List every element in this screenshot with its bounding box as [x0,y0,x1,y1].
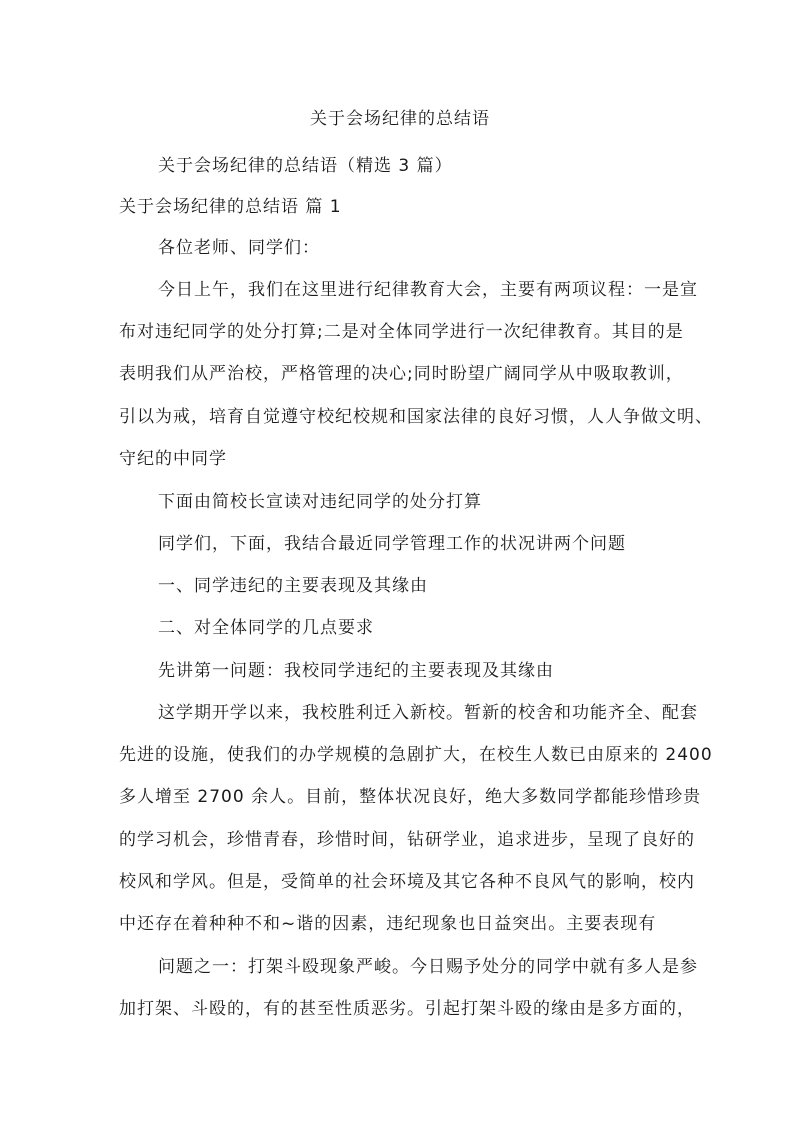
paragraph-line: 的学习机会，珍惜青春，珍惜时间，钻研学业，追求进步，呈现了良好的 [119,830,695,850]
paragraph-line: 今日上午，我们在这里进行纪律教育大会，主要有两项议程：一是宣 [158,280,698,300]
paragraph-line: 布对违纪同学的处分打算;二是对全体同学进行一次纪律教育。其目的是 [119,322,684,342]
paragraph-line: 加打架、斗殴的，有的甚至性质恶劣。引起打架斗殴的缘由是多方面的， [119,999,695,1019]
document-title: 关于会场纪律的总结语 [310,109,490,129]
list-item: 二、对全体同学的几点要求 [158,618,374,638]
paragraph-line: 校风和学风。但是，受简单的社会环境及其它各种不良风气的影响，校内 [119,872,695,892]
paragraph-line: 先讲第一问题：我校同学违纪的主要表现及其缘由 [158,661,554,681]
paragraph-line: 引以为戒，培育自觉遵守校纪校规和国家法律的良好习惯，人人争做文明、 [119,407,713,427]
subtitle: 关于会场纪律的总结语（精选 3 篇） [158,156,453,176]
list-item: 一、同学违纪的主要表现及其缘由 [158,576,428,596]
paragraph-line: 多人增至 2700 余人。目前，整体状况良好，绝大多数同学都能珍惜珍贵 [119,787,702,807]
paragraph-line: 问题之一：打架斗殴现象严峻。今日赐予处分的同学中就有多人是参 [158,957,698,977]
section-heading: 关于会场纪律的总结语 篇 1 [119,197,342,217]
paragraph-line: 同学们，下面，我结合最近同学管理工作的状况讲两个问题 [158,534,626,554]
paragraph-line: 这学期开学以来，我校胜利迁入新校。暂新的校舍和功能齐全、配套 [158,703,698,723]
paragraph-line: 表明我们从严治校，严格管理的决心;同时盼望广阔同学从中吸取教训， [119,364,684,384]
paragraph-line: 先进的设施，使我们的办学规模的急剧扩大，在校生人数已由原来的 2400 [119,745,713,765]
paragraph-line: 中还存在着种种不和~谐的因素，违纪现象也日益突出。主要表现有 [119,914,657,934]
paragraph-line: 守纪的中同学 [119,449,227,469]
salutation: 各位老师、同学们： [158,238,320,258]
paragraph-line: 下面由简校长宣读对违纪同学的处分打算 [158,492,482,512]
